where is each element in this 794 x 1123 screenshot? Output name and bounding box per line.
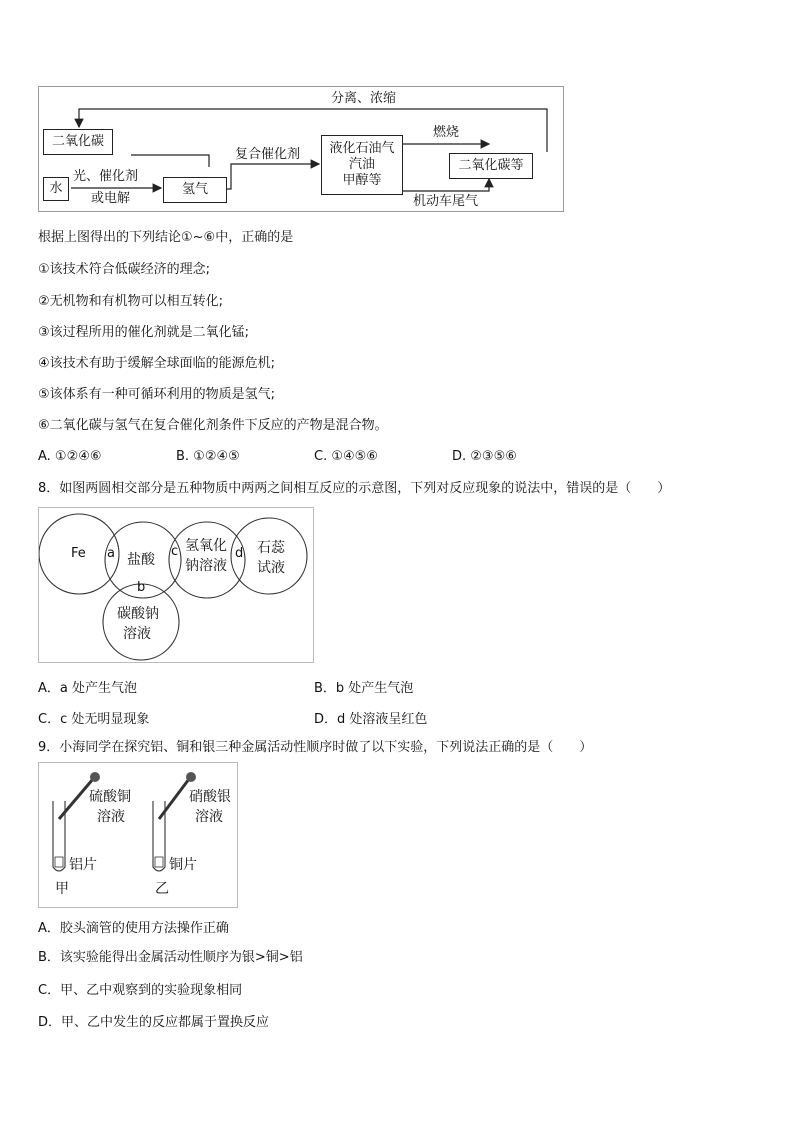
q9-stem: 9．小海同学在探究铝、铜和银三种金属活动性顺序时做了以下实验，下列说法正确的是（ ） [38,740,593,755]
tube1-name: 甲 [55,881,69,897]
q9-tubes-figure [38,762,238,908]
label-separate-concentrate: 分离、浓缩 [331,91,397,106]
tube2-solution-line2: 溶液 [195,809,223,825]
tube2-metal: 铜片 [169,857,197,873]
box-co2-left: 二氧化碳 [43,129,113,155]
circle-na2co3-line1: 碳酸钠 [117,606,159,622]
circle-naoh-line2: 钠溶液 [185,558,227,574]
q9-option-d: D．甲、乙中发生的反应都属于置换反应 [38,1015,270,1030]
q9-option-b: B．该实验能得出金属活动性顺序为银>铜>铝 [38,950,303,965]
point-d: d [235,546,244,561]
q7-option-c: C. ①④⑤⑥ [314,449,378,464]
circle-litmus-line2: 试液 [257,560,285,576]
label-or-electrolysis: 或电解 [91,191,131,206]
circles-svg [39,508,313,662]
q7-option-b: B. ①②④⑤ [176,449,240,464]
co2-cycle-diagram [38,86,564,212]
circle-na2co3-line2: 溶液 [123,626,151,642]
box-water: 水 [43,177,69,201]
q7-statement-4: ④该技术有助于缓解全球面临的能源危机; [38,356,276,371]
label-burning: 燃烧 [433,125,460,140]
tube1-solution-line2: 溶液 [97,809,125,825]
q8-circles-figure [38,507,314,663]
q7-statement-6: ⑥二氧化碳与氢气在复合催化剂条件下反应的产物是混合物。 [38,418,388,433]
label-vehicle-exhaust: 机动车尾气 [413,194,479,209]
q7-statement-5: ⑤该体系有一种可循环利用的物质是氢气; [38,387,276,402]
q7-statement-2: ②无机物和有机物可以相互转化; [38,294,224,309]
tube2-name: 乙 [155,881,169,897]
q7-statement-3: ③该过程所用的催化剂就是二氧化锰; [38,325,250,340]
q8-stem: 8．如图两圆相交部分是五种物质中两两之间相互反应的示意图，下列对反应现象的说法中，错误的是（ ） [38,481,671,496]
label-composite-catalyst: 复合催化剂 [235,147,301,162]
box-products [321,135,403,195]
tube1-metal: 铝片 [69,857,97,873]
product-methanol: 甲醇等 [342,173,382,188]
q8-option-a: A．a 处产生气泡 [38,681,137,696]
tube2-solution-line1: 硝酸银 [189,789,231,805]
circle-hcl: 盐酸 [127,552,155,568]
point-b: b [137,580,146,595]
circle-naoh-line1: 氢氧化 [185,538,227,554]
q7-stem: 根据上图得出的下列结论①~⑥中，正确的是 [38,230,294,245]
point-c: c [171,544,179,559]
product-gasoline: 汽油 [348,157,375,172]
q7-option-d: D. ②③⑤⑥ [452,449,517,464]
q8-option-b: B．b 处产生气泡 [314,681,414,696]
product-lpg: 液化石油气 [329,141,395,156]
tube1-solution-line1: 硫酸铜 [89,789,131,805]
label-light-catalyst: 光、催化剂 [73,169,139,184]
q9-option-a: A．胶头滴管的使用方法操作正确 [38,921,229,936]
q7-option-a: A. ①②④⑥ [38,449,102,464]
circle-fe: Fe [71,546,86,561]
q9-option-c: C．甲、乙中观察到的实验现象相同 [38,983,243,998]
q7-statement-1: ①该技术符合低碳经济的理念; [38,262,211,277]
circle-litmus-line1: 石蕊 [257,540,285,556]
q8-option-d: D．d 处溶液呈红色 [314,712,428,727]
box-co2-right: 二氧化碳等 [449,153,533,179]
point-a: a [107,546,115,561]
box-hydrogen: 氢气 [163,177,227,203]
q8-option-c: C．c 处无明显现象 [38,712,150,727]
